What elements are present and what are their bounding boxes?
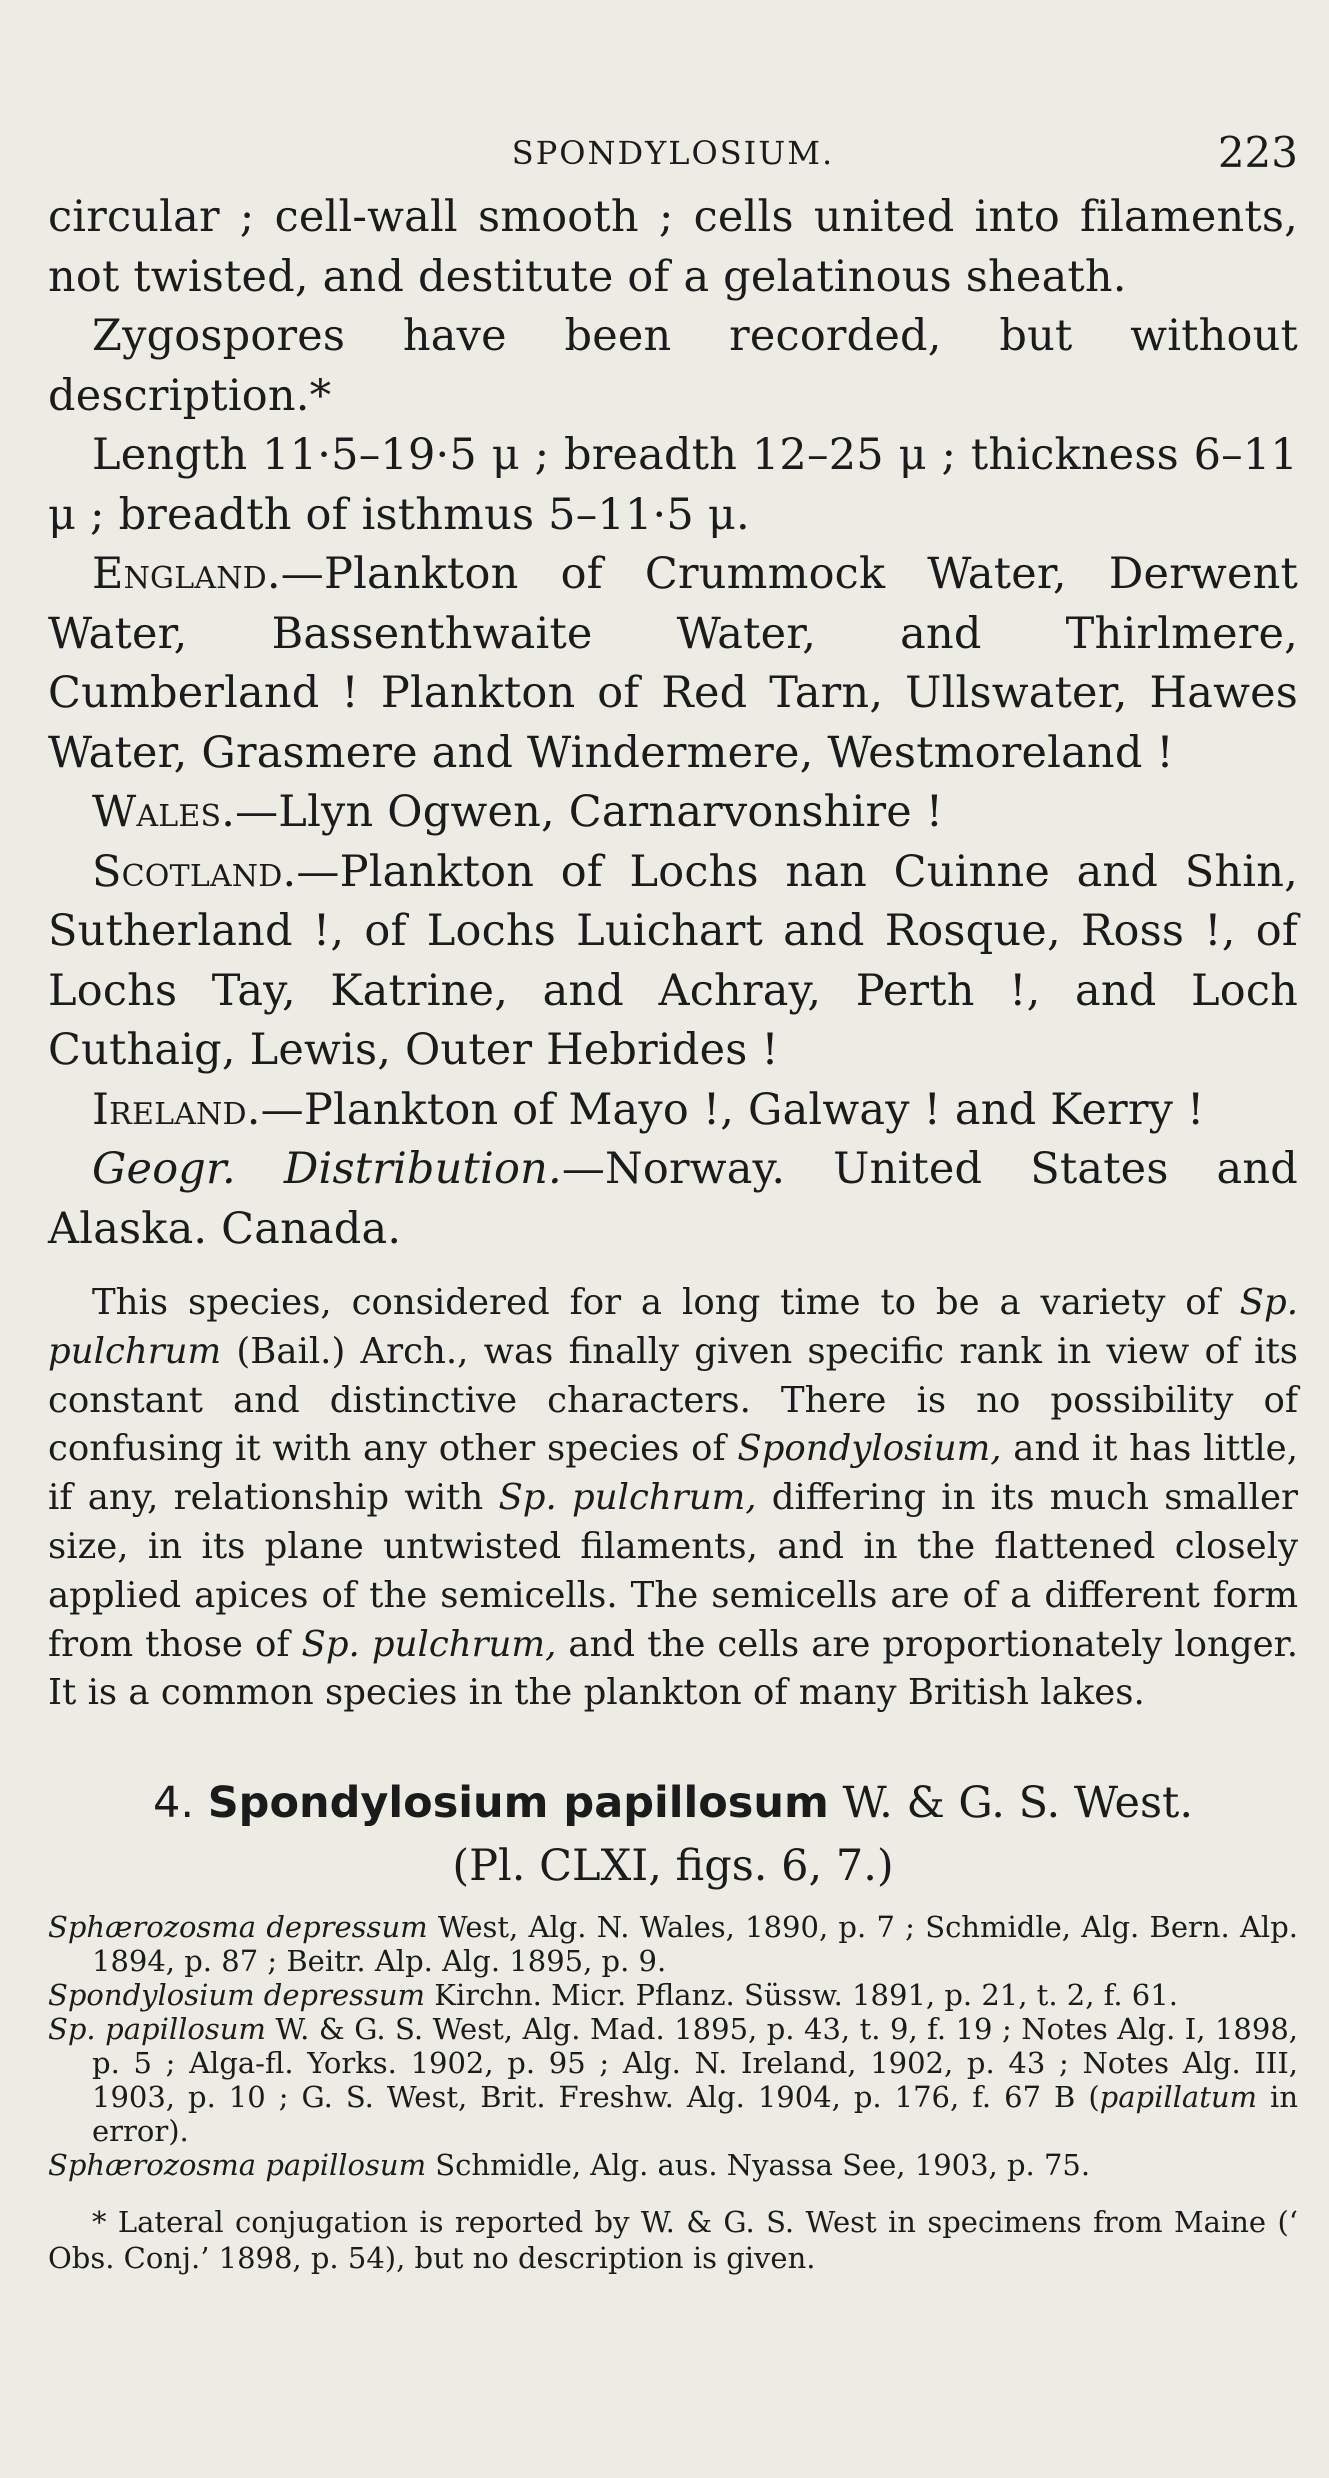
species-name: Spondylosium papillosum <box>207 1778 829 1829</box>
distribution-label: Geogr. Distribution. <box>92 1144 562 1194</box>
synonym-entry <box>48 2012 1298 2148</box>
region-label: Ireland. <box>92 1084 261 1135</box>
ireland-records <box>48 1081 1298 1141</box>
zygospore-paragraph: Zygospores have been recorded, but without description.* <box>48 311 1298 421</box>
synonym-entry <box>48 1910 1298 1978</box>
synonym-name: Sphærozosma depressum <box>48 1910 428 1945</box>
species-authority: W. & G. S. West. <box>842 1778 1193 1829</box>
england-records <box>48 545 1298 783</box>
running-title: SPONDYLOSIUM. <box>511 134 835 172</box>
region-label: England. <box>92 549 281 599</box>
synonym-name: Spondylosium depressum <box>48 1978 426 2013</box>
dimensions-paragraph: Length 11·5–19·5 μ ; breadth 12–25 μ ; thickness 6–11 μ ; breadth of isthmus 5–11·5 μ. <box>48 430 1298 540</box>
synonym-reference: in error). <box>92 2080 1298 2149</box>
synonym-reference: Schmidle, Alg. aus. Nyassa See, 1903, p. 75. <box>426 2148 1091 2183</box>
scotland-records <box>48 843 1298 1081</box>
book-page <box>48 128 1298 2276</box>
synonymy-list <box>48 1910 1298 2182</box>
taxon-name: Sp. pulchrum, <box>498 1477 757 1519</box>
taxon-name: Sp. pulchrum, <box>301 1623 557 1665</box>
synonym-entry <box>48 2148 1298 2182</box>
species-number: 4. <box>153 1778 195 1829</box>
distribution-text: —Norway. United States and Alaska. Canada. <box>48 1144 1298 1254</box>
species-heading <box>48 1774 1298 1832</box>
taxon-name: Sp. pulchrum <box>48 1282 1298 1372</box>
region-text: —Llyn Ogwen, Carnarvonshire ! <box>235 787 944 837</box>
note-text: and the cells are proportionately longer. It is a common species in the plankton of many British lakes. <box>48 1623 1298 1714</box>
synonym-name: Sphærozosma papillosum <box>48 2148 427 2183</box>
plate-reference: (Pl. CLXI, figs. 6, 7.) <box>452 1841 894 1892</box>
note-text: (Bail.) Arch., was finally given specific rank in view of its constant and distinctive characters. There is no possibility of confusing it with any other species of <box>48 1330 1298 1470</box>
region-label: Wales. <box>92 787 236 837</box>
region-label: Scotland. <box>92 846 297 897</box>
footnote-text: * Lateral conjugation is reported by W. & G. S. West in specimens from Maine (‘ Obs. Conj.’ 1898, p. 54), but no description is given. <box>48 2205 1298 2276</box>
species-description <box>48 188 1298 1259</box>
synonym-entry <box>48 1978 1298 2012</box>
synonym-reference: W. & G. S. West, Alg. Mad. 1895, p. 43, t. 9, f. 19 ; Notes Alg. I, 1898, p. 5 ; Alga-fl. Yorks. 1902, p. 95 ; Alg. N. Ireland, 1902, p. 43 ; Notes Alg. III, 1903, p. 10 ; G. S. West, Brit. Freshw. Alg. 1904, p. 176, f. 67 B ( <box>92 2012 1298 2115</box>
note-text: differing in its much smaller size, in its plane untwisted filaments, and in the flattened closely applied apices of the semicells. The semicells are of a different form from those of <box>48 1477 1298 1665</box>
note-text: This species, considered for a long time to be a variety of <box>92 1282 1240 1323</box>
wales-records <box>48 783 1298 843</box>
geographic-distribution <box>48 1140 1298 1259</box>
region-text: —Plankton of Lochs nan Cuinne and Shin, Sutherland !, of Lochs Luichart and Rosque, Ross !, of Lochs Tay, Katrine, and Achray, Perth !, and Loch Cuthaig, Lewis, Outer Hebrides ! <box>48 846 1298 1075</box>
discussion-note <box>48 1279 1298 1718</box>
taxon-name: Spondylosium, <box>737 1428 1002 1470</box>
description-paragraph: circular ; cell-wall smooth ; cells united into filaments, not twisted, and destitute of a gelatinous sheath. <box>48 192 1298 302</box>
synonym-italic-note: papillatum <box>1099 2080 1258 2115</box>
discussion-paragraph <box>48 1279 1298 1718</box>
synonym-name: Sp. papillosum <box>48 2012 266 2047</box>
footnote <box>48 2204 1298 2276</box>
page-header <box>48 128 1298 188</box>
region-text: —Plankton of Mayo !, Galway ! and Kerry ! <box>260 1084 1205 1135</box>
region-text: —Plankton of Crummock Water, Derwent Water, Bassenthwaite Water, and Thirlmere, Cumberland ! Plankton of Red Tarn, Ullswater, Hawes Water, Grasmere and Windermere, Westmoreland ! <box>48 549 1298 778</box>
synonym-reference: Kirchn. Micr. Pflanz. Süssw. 1891, p. 21, t. 2, f. 61. <box>425 1978 1178 2013</box>
note-text: and it has little, if any, relationship with <box>48 1428 1298 1519</box>
page-number: 223 <box>1217 128 1298 177</box>
synonym-reference: West, Alg. N. Wales, 1890, p. 7 ; Schmidle, Alg. Bern. Alp. 1894, p. 87 ; Beitr. Alp. Alg. 1895, p. 9. <box>92 1910 1298 1979</box>
